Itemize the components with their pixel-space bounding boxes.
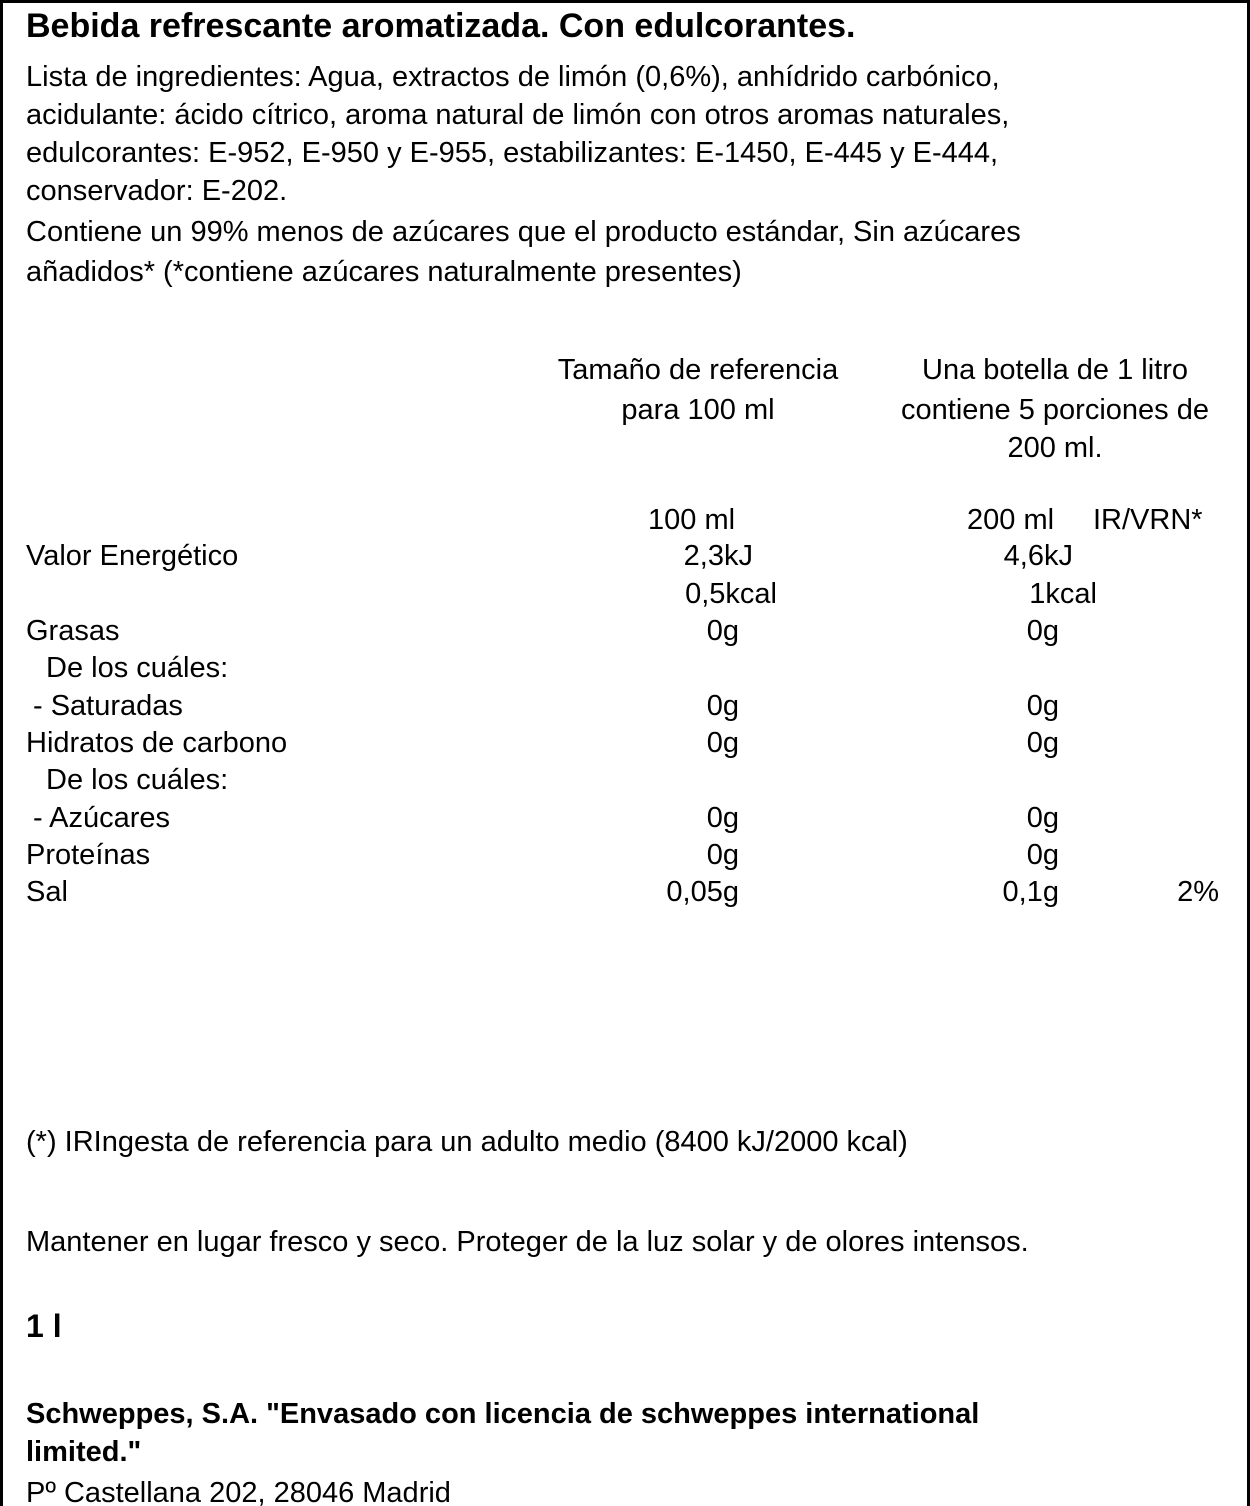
row-label-fat: Grasas bbox=[26, 615, 120, 647]
row-value-100-protein: 0g bbox=[706, 839, 739, 871]
net-volume: 1 l bbox=[26, 1308, 62, 1344]
row-label-saturated: - Saturadas bbox=[33, 690, 183, 722]
row-label-energy: Valor Energético bbox=[26, 540, 239, 572]
row-label-of-which-fat: De los cuáles: bbox=[46, 652, 229, 684]
row-value-200-energy-kcal: 1kcal bbox=[1029, 578, 1097, 610]
row-value-ir-salt: 2% bbox=[1177, 876, 1219, 908]
row-value-200-energy-kj: 4,6kJ bbox=[1003, 540, 1073, 572]
row-value-200-protein: 0g bbox=[1026, 839, 1059, 871]
company-line-1: Schweppes, S.A. "Envasado con licencia de schweppes international bbox=[26, 1398, 980, 1430]
row-value-100-energy-kj: 2,3kJ bbox=[683, 540, 753, 572]
sugar-claim-line-2: añadidos* (*contiene azúcares naturalmente presentes) bbox=[26, 256, 742, 288]
col2-header-line-3: 200 ml. bbox=[1007, 432, 1103, 464]
row-label-of-which-carbs: De los cuáles: bbox=[46, 764, 229, 796]
row-value-100-energy-kcal: 0,5kcal bbox=[685, 578, 777, 610]
row-value-200-sugars: 0g bbox=[1026, 802, 1059, 834]
col1-header-line-2: para 100 ml bbox=[621, 394, 775, 426]
company-address: Pº Castellana 202, 28046 Madrid bbox=[26, 1477, 451, 1506]
row-value-100-fat: 0g bbox=[706, 615, 739, 647]
row-value-100-sugars: 0g bbox=[706, 802, 739, 834]
row-value-200-carbohydrates: 0g bbox=[1026, 727, 1059, 759]
row-label-salt: Sal bbox=[26, 876, 68, 908]
ingredients-line-3: edulcorantes: E-952, E-950 y E-955, estabilizantes: E-1450, E-445 y E-444, bbox=[26, 137, 999, 169]
footnote: (*) IRIngesta de referencia para un adulto medio (8400 kJ/2000 kcal) bbox=[26, 1126, 908, 1158]
ingredients-line-4: conservador: E-202. bbox=[26, 175, 288, 207]
row-value-200-salt: 0,1g bbox=[1002, 876, 1059, 908]
unit-ir-vrn: IR/VRN* bbox=[1093, 504, 1203, 536]
company-line-2: limited." bbox=[26, 1436, 142, 1468]
sugar-claim-line-1: Contiene un 99% menos de azúcares que el producto estándar, Sin azúcares bbox=[26, 216, 1021, 248]
unit-100ml: 100 ml bbox=[648, 504, 736, 536]
col1-header-line-1: Tamaño de referencia bbox=[557, 354, 839, 386]
row-value-100-salt: 0,05g bbox=[666, 876, 739, 908]
row-value-100-carbohydrates: 0g bbox=[706, 727, 739, 759]
row-value-100-saturated: 0g bbox=[706, 690, 739, 722]
ingredients-line-1: Lista de ingredientes: Agua, extractos de limón (0,6%), anhídrido carbónico, bbox=[26, 61, 1000, 93]
row-value-200-saturated: 0g bbox=[1026, 690, 1059, 722]
col2-header-line-1: Una botella de 1 litro bbox=[922, 354, 1188, 386]
ingredients-line-2: acidulante: ácido cítrico, aroma natural de limón con otros aromas naturales, bbox=[26, 99, 1010, 131]
row-label-protein: Proteínas bbox=[26, 839, 151, 871]
col2-header-line-2: contiene 5 porciones de bbox=[901, 394, 1209, 426]
row-value-200-fat: 0g bbox=[1026, 615, 1059, 647]
unit-200ml: 200 ml bbox=[967, 504, 1055, 536]
product-title: Bebida refrescante aromatizada. Con edulcorantes. bbox=[26, 7, 856, 45]
row-label-sugars: - Azúcares bbox=[33, 802, 170, 834]
storage-instructions: Mantener en lugar fresco y seco. Proteger de la luz solar y de olores intensos. bbox=[26, 1226, 1029, 1258]
row-label-carbohydrates: Hidratos de carbono bbox=[26, 727, 288, 759]
